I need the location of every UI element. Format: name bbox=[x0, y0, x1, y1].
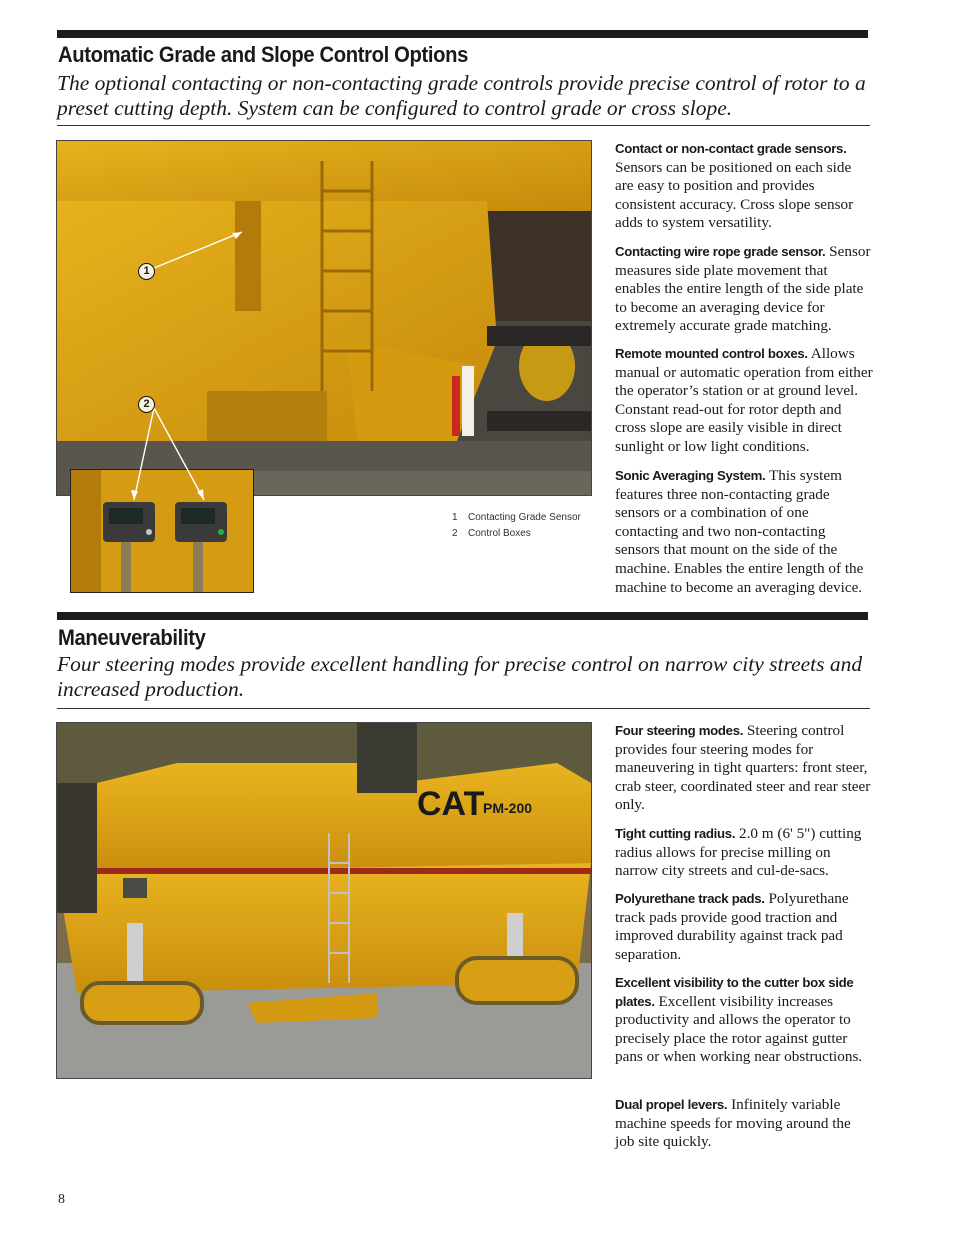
model-decal: PM-200 bbox=[483, 800, 533, 816]
section-divider-bar bbox=[57, 30, 868, 38]
callout-1: 1 bbox=[138, 263, 155, 280]
feature-paragraph bbox=[615, 467, 873, 597]
feature-text: Sensor measures side plate movement that enables the entire length of the side plate to become an averaging device for extremely accurate grade matching. bbox=[615, 243, 871, 335]
feature-lead: Polyurethane track pads. bbox=[615, 891, 765, 906]
feature-paragraph bbox=[615, 722, 873, 815]
feature-text: Infinitely variable machine speeds for moving around the job site quickly. bbox=[615, 1096, 851, 1151]
feature-text: Sensors can be positioned on each side are easy to position and provides consistent accuracy. Cross slope sensor adds to system versatility. bbox=[615, 158, 854, 232]
feature-text: Polyurethane track pads provide good traction and improved durability against track pad separation. bbox=[615, 890, 849, 963]
section-rule bbox=[57, 708, 870, 709]
feature-lead: Tight cutting radius. bbox=[615, 826, 736, 841]
section-divider-bar bbox=[57, 612, 868, 620]
legend-item bbox=[452, 512, 581, 523]
legend-item bbox=[452, 528, 531, 539]
feature-lead: Contact or non-contact grade sensors. bbox=[615, 141, 847, 156]
feature-text: Excellent visibility increases productivity and allows the operator to precisely place the rotor against gutter pans or when working near obstructions. bbox=[615, 992, 863, 1066]
section-title-maneuverability: Maneuverability bbox=[58, 625, 206, 650]
feature-paragraph bbox=[615, 1096, 873, 1152]
page-number: 8 bbox=[58, 1192, 65, 1207]
legend-label: Contacting Grade Sensor bbox=[468, 512, 581, 523]
feature-text: Allows manual or automatic operation from either the operator’s station or at ground level. Constant read-out for rotor depth and cross slope are easily visible in direct sunlight or low light conditions. bbox=[615, 345, 873, 455]
cat-logo: CAT bbox=[417, 785, 485, 823]
legend-number: 2 bbox=[452, 528, 458, 539]
feature-paragraph bbox=[615, 890, 873, 964]
feature-paragraph bbox=[615, 243, 873, 336]
cold-planer-photo-illustration bbox=[57, 723, 591, 1078]
cold-planer-photo bbox=[56, 722, 592, 1079]
feature-lead: Sonic Averaging System. bbox=[615, 468, 766, 483]
feature-lead: Excellent visibility to the cutter box side plates. bbox=[615, 975, 854, 1009]
section-title-grade-control: Automatic Grade and Slope Control Options bbox=[58, 42, 468, 67]
legend-number: 1 bbox=[452, 512, 458, 523]
feature-lead: Four steering modes. bbox=[615, 723, 744, 738]
feature-paragraph bbox=[615, 345, 873, 457]
feature-text: Steering control provides four steering modes for maneuvering in tight quarters: front steer, crab steer, coordinated steer and rear steer only. bbox=[615, 722, 871, 814]
feature-lead: Contacting wire rope grade sensor. bbox=[615, 244, 826, 259]
feature-paragraph bbox=[615, 974, 873, 1067]
section-rule bbox=[57, 125, 870, 126]
section-subtitle-maneuverability: Four steering modes provide excellent handling for precise control on narrow city streets and increased production. bbox=[57, 652, 863, 701]
feature-paragraph bbox=[615, 140, 873, 233]
feature-text: This system features three non-contacting grade sensors or a combination of one contacting and two non-contacting sensors that mount on the side of the machine. Enables the entire length of the machine to become an averaging device. bbox=[615, 467, 864, 596]
feature-paragraph bbox=[615, 825, 873, 881]
feature-lead: Dual propel levers. bbox=[615, 1097, 728, 1112]
legend-label: Control Boxes bbox=[468, 528, 531, 539]
feature-lead: Remote mounted control boxes. bbox=[615, 346, 808, 361]
callout-2: 2 bbox=[138, 396, 155, 413]
section-subtitle-grade-control: The optional contacting or non-contacting grade controls provide precise control of rotor to a preset cutting depth. System can be configured to control grade or cross slope. bbox=[57, 71, 866, 120]
feature-text: 2.0 m (6' 5") cutting radius allows for precise milling on narrow city streets and cul-de-sacs. bbox=[615, 825, 862, 880]
